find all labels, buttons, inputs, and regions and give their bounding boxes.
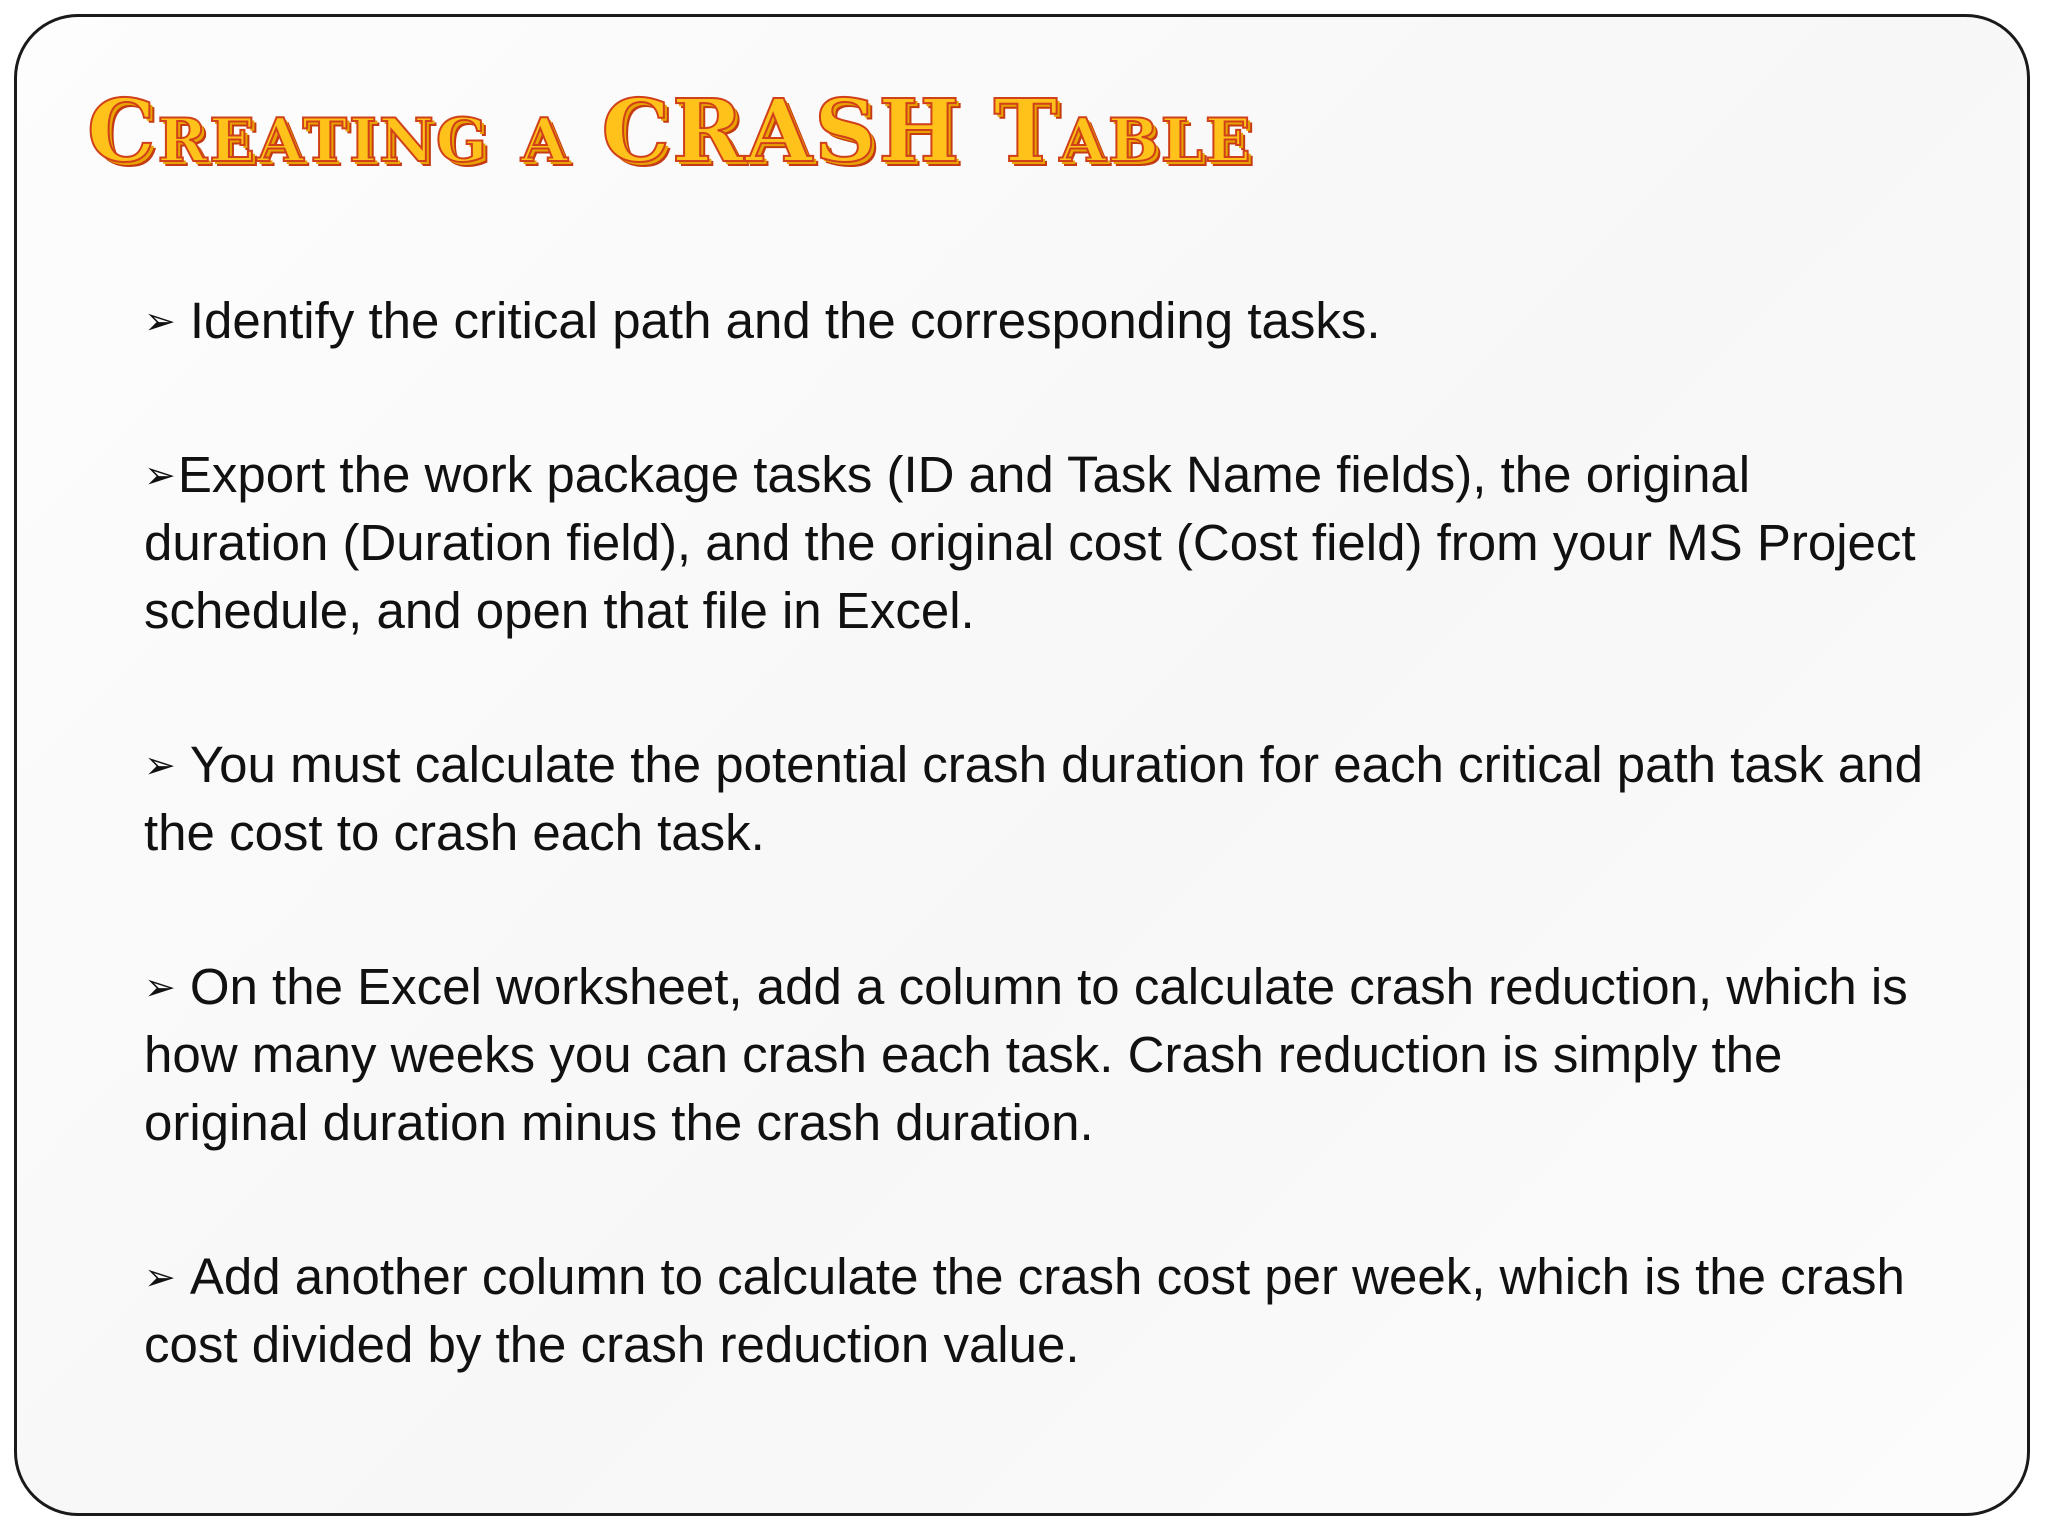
bullet-list (144, 287, 1944, 1465)
bullet-item (144, 287, 1944, 355)
arrow-bullet-icon: ➢ (144, 299, 176, 343)
bullet-text: Add another column to calculate the crash cost per week, which is the crash cost divided by the crash reduction value. (144, 1248, 1905, 1373)
arrow-bullet-icon: ➢ (144, 965, 176, 1009)
bullet-item (144, 441, 1944, 645)
bullet-text: Export the work package tasks (ID and Task Name fields), the original duration (Duration field), and the original cost (Cost field) from your MS Project schedule, and open that file in Excel. (144, 446, 1916, 639)
arrow-bullet-icon: ➢ (144, 1255, 176, 1299)
bullet-item (144, 1243, 1944, 1379)
arrow-bullet-icon: ➢ (144, 453, 176, 497)
slide-title: Creating a CRASH Table (87, 81, 1253, 182)
slide-frame (14, 14, 2030, 1516)
bullet-text: Identify the critical path and the corresponding tasks. (189, 292, 1381, 349)
bullet-item (144, 731, 1944, 867)
bullet-item (144, 953, 1944, 1157)
bullet-text: On the Excel worksheet, add a column to calculate crash reduction, which is how many weeks you can crash each task. Crash reduction is simply the original duration minus the crash duration. (144, 958, 1908, 1151)
bullet-text: You must calculate the potential crash duration for each critical path task and the cost to crash each task. (144, 736, 1923, 861)
arrow-bullet-icon: ➢ (144, 743, 176, 787)
